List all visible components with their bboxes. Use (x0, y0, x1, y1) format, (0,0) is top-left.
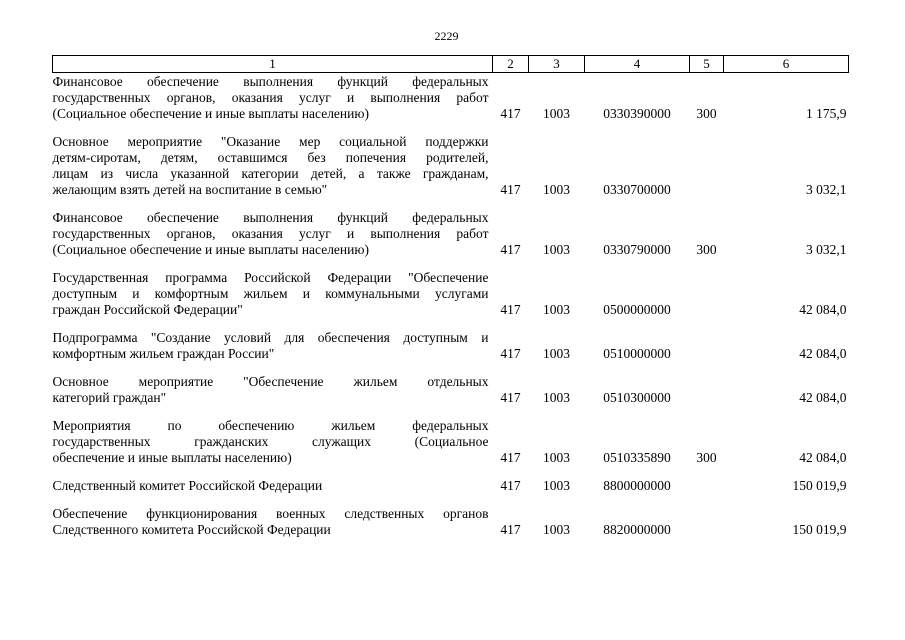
description-line: Следственный комитет Российской Федерации (52, 478, 323, 493)
budget-table (52, 55, 849, 538)
description-line: Следственного комитета Российской Федерации (52, 522, 331, 537)
description-line: Обеспечение функционирования военных следственных органов (52, 506, 489, 521)
row-description (53, 494, 493, 538)
description-line: Подпрограмма "Создание условий для обеспечения доступным и (52, 330, 489, 345)
table-row (53, 494, 849, 538)
table-row (53, 466, 849, 494)
description-line: государственных органов, оказания услуг и выполнения работ (52, 226, 489, 241)
target-article-cell: 0330700000 (603, 182, 671, 197)
row-description (53, 406, 493, 466)
table-header (53, 56, 849, 73)
row-description (53, 122, 493, 198)
section-code-cell: 1003 (543, 346, 570, 361)
table-row (53, 362, 849, 406)
page-number: 2229 (434, 29, 459, 43)
description-line: Мероприятия по обеспечению жильем федеральных (52, 418, 489, 433)
expense-type-cell: 300 (696, 106, 717, 121)
column-header-2: 2 (493, 56, 529, 73)
column-header-6: 6 (724, 56, 849, 73)
section-code-cell: 1003 (543, 522, 570, 537)
budget-code-cell: 417 (500, 182, 521, 197)
amount-cell: 42 084,0 (799, 346, 847, 361)
budget-code-cell: 417 (500, 106, 521, 121)
description-line: государственных органов, оказания услуг и выполнения работ (52, 90, 489, 105)
expense-type-cell (690, 466, 724, 494)
column-header-5: 5 (690, 56, 724, 73)
expense-type-cell (690, 258, 724, 318)
section-code-cell: 1003 (543, 390, 570, 405)
row-description (53, 466, 493, 494)
target-article-cell: 0510000000 (603, 346, 671, 361)
amount-cell: 3 032,1 (806, 242, 847, 257)
expense-type-cell (690, 122, 724, 198)
budget-code-cell: 417 (500, 302, 521, 317)
description-line: доступным и комфортным жильем и коммунальными услугами (52, 286, 489, 301)
amount-cell: 1 175,9 (806, 106, 847, 121)
description-line: Основное мероприятие "Оказание мер социальной поддержки (52, 134, 489, 149)
description-line: категорий граждан" (52, 390, 167, 405)
expense-type-cell (690, 494, 724, 538)
amount-cell: 42 084,0 (799, 450, 847, 465)
expense-type-cell (690, 362, 724, 406)
amount-cell: 150 019,9 (792, 522, 847, 537)
description-line: детям-сиротам, детям, оставшимся без попечения родителей, (52, 150, 489, 165)
expense-type-cell: 300 (696, 450, 717, 465)
section-code-cell: 1003 (543, 450, 570, 465)
description-line: лицам из числа указанной категории детей, а также гражданам, (52, 166, 489, 181)
description-line: комфортным жильем граждан России" (52, 346, 275, 361)
description-line: желающим взять детей на воспитание в семью" (52, 182, 328, 197)
description-line: граждан Российской Федерации" (52, 302, 243, 317)
budget-code-cell: 417 (500, 346, 521, 361)
row-description (53, 318, 493, 362)
column-header-4: 4 (585, 56, 690, 73)
target-article-cell: 0500000000 (603, 302, 671, 317)
budget-code-cell: 417 (500, 522, 521, 537)
target-article-cell: 8820000000 (603, 522, 671, 537)
target-article-cell: 0330390000 (603, 106, 671, 121)
row-description (53, 362, 493, 406)
amount-cell: 3 032,1 (806, 182, 847, 197)
column-header-3: 3 (529, 56, 585, 73)
table-row (53, 122, 849, 198)
description-line: обеспечение и иные выплаты населению) (52, 450, 292, 465)
amount-cell: 42 084,0 (799, 390, 847, 405)
target-article-cell: 0510300000 (603, 390, 671, 405)
target-article-cell: 0510335890 (603, 450, 671, 465)
table-body (53, 73, 849, 539)
table-row (53, 258, 849, 318)
target-article-cell: 8800000000 (603, 478, 671, 493)
target-article-cell: 0330790000 (603, 242, 671, 257)
column-header-1: 1 (53, 56, 493, 73)
section-code-cell: 1003 (543, 106, 570, 121)
table-row (53, 406, 849, 466)
table-row (53, 318, 849, 362)
section-code-cell: 1003 (543, 478, 570, 493)
description-line: Финансовое обеспечение выполнения функций федеральных (52, 74, 489, 89)
description-line: Государственная программа Российской Федерации "Обеспечение (52, 270, 489, 285)
section-code-cell: 1003 (543, 302, 570, 317)
description-line: Основное мероприятие "Обеспечение жильем отдельных (52, 374, 489, 389)
description-line: государственных гражданских служащих (Социальное (52, 434, 489, 449)
section-code-cell: 1003 (543, 182, 570, 197)
budget-code-cell: 417 (500, 390, 521, 405)
table-row (53, 73, 849, 123)
section-code-cell: 1003 (543, 242, 570, 257)
description-line: (Социальное обеспечение и иные выплаты населению) (52, 242, 369, 257)
budget-code-cell: 417 (500, 450, 521, 465)
description-line: Финансовое обеспечение выполнения функций федеральных (52, 210, 489, 225)
budget-code-cell: 417 (500, 242, 521, 257)
row-description (53, 198, 493, 258)
table-row (53, 198, 849, 258)
amount-cell: 42 084,0 (799, 302, 847, 317)
row-description (53, 258, 493, 318)
budget-code-cell: 417 (500, 478, 521, 493)
amount-cell: 150 019,9 (792, 478, 847, 493)
row-description (53, 73, 493, 123)
expense-type-cell: 300 (696, 242, 717, 257)
description-line: (Социальное обеспечение и иные выплаты населению) (52, 106, 369, 121)
expense-type-cell (690, 318, 724, 362)
